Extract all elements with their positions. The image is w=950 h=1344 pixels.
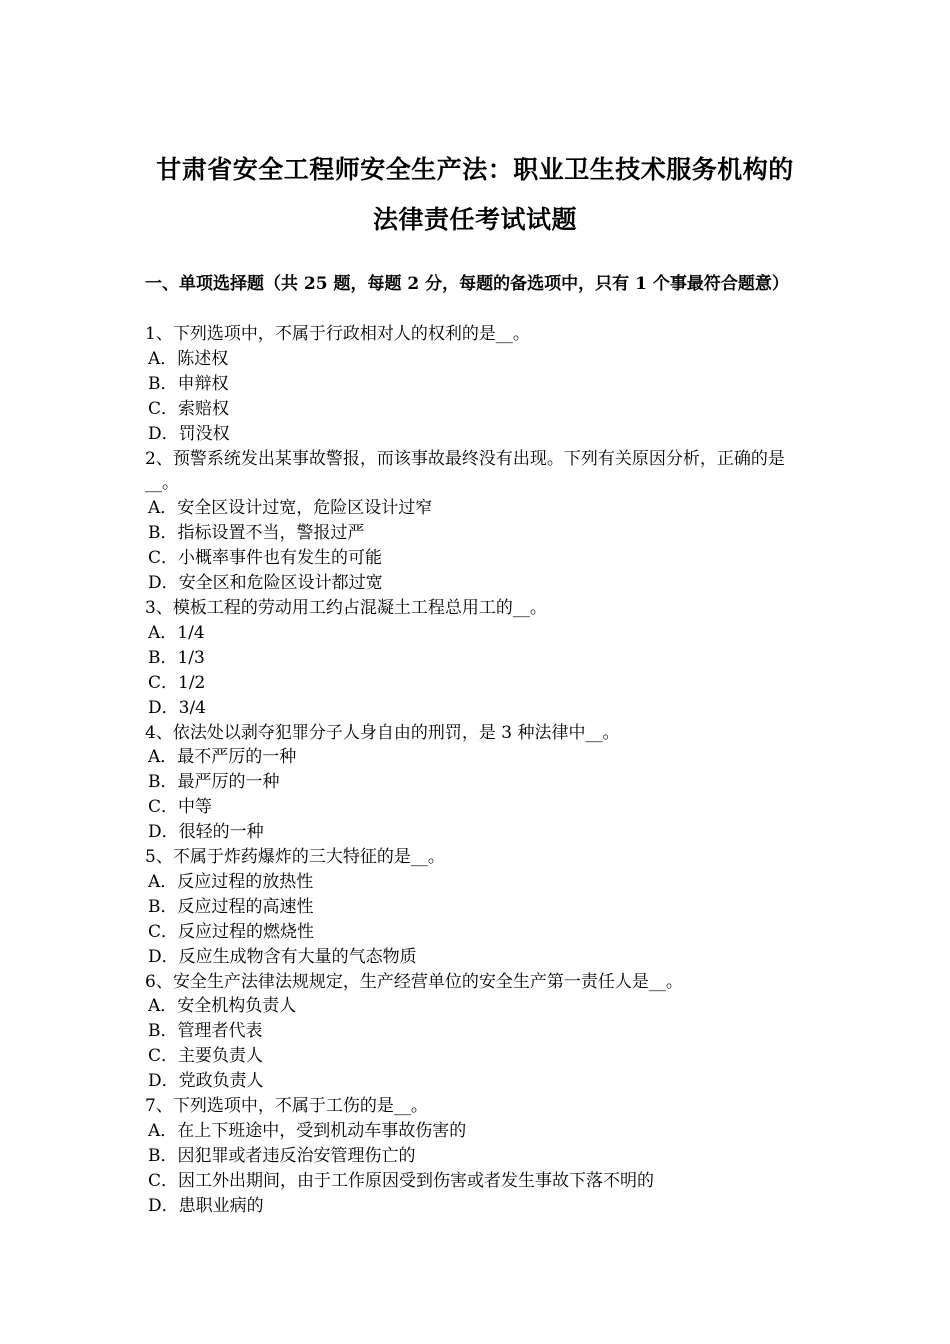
- answer-option: B．因犯罪或者违反治安管理伤亡的: [148, 1145, 416, 1166]
- question-stem: 7、下列选项中，不属于工伤的是__。: [145, 1096, 428, 1117]
- question-block: [145, 721, 810, 846]
- question-block: [145, 596, 810, 721]
- answer-option: D．患职业病的: [148, 1195, 264, 1216]
- question-block: [145, 447, 810, 596]
- answer-option: B．最严厉的一种: [148, 772, 280, 793]
- question-block: [145, 1094, 810, 1219]
- answer-option: D．很轻的一种: [148, 822, 264, 843]
- answer-option: D．罚没权: [148, 423, 230, 444]
- question-stem: 5、不属于炸药爆炸的三大特征的是__。: [145, 847, 445, 868]
- answer-option: A．在上下班途中，受到机动车事故伤害的: [148, 1121, 467, 1141]
- answer-option: D．3/4: [148, 697, 206, 718]
- answer-option: D．反应生成物含有大量的气态物质: [148, 946, 417, 967]
- question-stem: 3、模板工程的劳动用工约占混凝土工程总用工的__。: [145, 597, 547, 618]
- question-block: [145, 322, 810, 447]
- answer-option: A．安全机构负责人: [148, 996, 297, 1017]
- question-stem: 1、下列选项中，不属于行政相对人的权利的是__。: [145, 324, 530, 344]
- answer-option: B．反应过程的高速性: [148, 896, 314, 917]
- question-stem: 4、依法处以剥夺犯罪分子人身自由的刑罚，是 3 种法律中__。: [145, 722, 620, 743]
- answer-option: C．索赔权: [148, 398, 230, 419]
- answer-option: B．管理者代表: [148, 1021, 263, 1042]
- section-heading: 一、单项选择题（共 25 题，每题 2 分，每题的备选项中，只有 1 个事最符合题意）: [145, 274, 789, 294]
- question-block: [145, 845, 810, 970]
- answer-option: B．1/3: [148, 647, 205, 668]
- answer-option: C．因工外出期间，由于工作原因受到伤害或者发生事故下落不明的: [148, 1170, 655, 1191]
- document-title-line-2: 法律责任考试试题: [372, 205, 577, 234]
- question-stem: 2、预警系统发出某事故警报，而该事故最终没有出现。下列有关原因分析，正确的是__。: [145, 448, 785, 494]
- answer-option: A．安全区设计过宽，危险区设计过窄: [148, 498, 433, 519]
- answer-option: C．1/2: [148, 672, 206, 693]
- answer-option: A．陈述权: [148, 348, 229, 369]
- answer-option: D．党政负责人: [148, 1071, 264, 1092]
- answer-option: B．指标设置不当，警报过严: [148, 523, 365, 544]
- answer-option: C．主要负责人: [148, 1046, 264, 1067]
- answer-option: C．中等: [148, 797, 213, 818]
- answer-option: A．最不严厉的一种: [148, 747, 297, 768]
- document-title-line-1: 甘肃省安全工程师安全生产法：职业卫生技术服务机构的: [156, 155, 794, 184]
- answer-option: C．小概率事件也有发生的可能: [148, 548, 383, 569]
- answer-option: A．1/4: [148, 622, 205, 643]
- answer-option: A．反应过程的放热性: [148, 871, 314, 892]
- answer-option: C．反应过程的燃烧性: [148, 921, 315, 942]
- answer-option: B．申辩权: [148, 373, 229, 394]
- question-stem: 6、安全生产法律法规规定，生产经营单位的安全生产第一责任人是__。: [145, 971, 683, 992]
- question-block: [145, 970, 810, 1095]
- answer-option: D．安全区和危险区设计都过宽: [148, 573, 383, 594]
- question-list: [145, 322, 810, 1219]
